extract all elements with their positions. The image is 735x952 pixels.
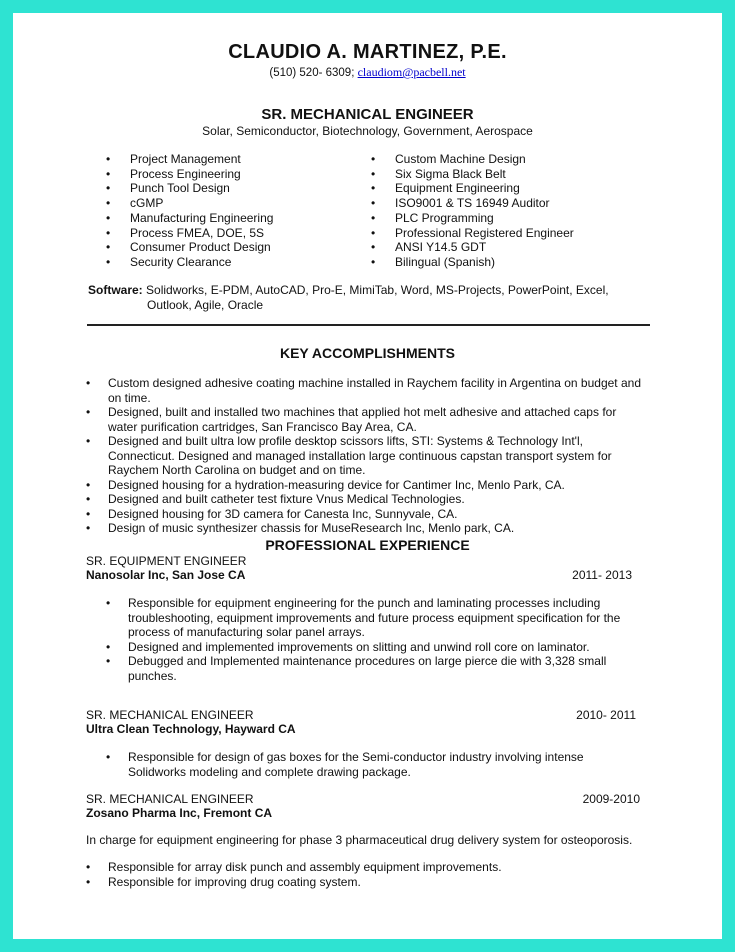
- experience-heading: PROFESSIONAL EXPERIENCE: [265, 537, 470, 553]
- accomplishment-item: • Designed and built catheter test fixture Vnus Medical Technologies.: [86, 492, 646, 507]
- accomplishments-heading: KEY ACCOMPLISHMENTS: [279, 345, 455, 361]
- contact-line: [13, 65, 722, 80]
- job-title: SR. MECHANICAL ENGINEER: [86, 792, 254, 806]
- job-duty-item: • Responsible for improving drug coating system.: [86, 875, 636, 890]
- accomplishment-item: • Designed and built ultra low profile desktop scissors lifts, STI: Systems & Technology Int'l, Connecticut. Designed and managed installation large continuous capstan transport system for Raychem North Carolina on budget and on time.: [86, 434, 646, 478]
- skill-item: • cGMP: [106, 196, 273, 211]
- job-dates: 2011- 2013: [572, 568, 632, 582]
- job-duty-item: • Responsible for design of gas boxes for the Semi-conductor industry involving intense Solidworks modeling and complete drawing package.: [106, 750, 636, 779]
- skill-item: • PLC Programming: [371, 211, 574, 226]
- skill-item: • Security Clearance: [106, 255, 273, 270]
- skill-item: • Custom Machine Design: [371, 152, 574, 167]
- job-company: Ultra Clean Technology, Hayward CA: [86, 722, 296, 736]
- skill-item: • Professional Registered Engineer: [371, 226, 574, 241]
- accomplishment-item: • Custom designed adhesive coating machine installed in Raychem facility in Argentina on budget and on time.: [86, 376, 646, 405]
- job-duties-list: [86, 860, 636, 889]
- accomplishment-item: • Designed housing for 3D camera for Canesta Inc, Sunnyvale, CA.: [86, 507, 646, 522]
- candidate-name: CLAUDIO A. MARTINEZ, P.E.: [228, 41, 507, 63]
- job-duties-list: [106, 596, 636, 683]
- skill-item: • ISO9001 & TS 16949 Auditor: [371, 196, 574, 211]
- skills-list-right: [371, 152, 574, 270]
- skill-item: • Process FMEA, DOE, 5S: [106, 226, 273, 241]
- skills-list-left: [106, 152, 273, 270]
- accomplishments-list: [86, 376, 646, 536]
- job-title: SR. EQUIPMENT ENGINEER: [86, 554, 247, 568]
- job-duty-item: • Debugged and Implemented maintenance procedures on large pierce die with 3,328 small punches.: [106, 654, 636, 683]
- job-duty-item: • Responsible for array disk punch and assembly equipment improvements.: [86, 860, 636, 875]
- job-title-heading: SR. MECHANICAL ENGINEER: [261, 106, 474, 123]
- job-duty-item: • Responsible for equipment engineering for the punch and laminating processes including troubleshooting, equipment improvements and future process equipment specification for the process of manufacturing solar panel arrays.: [106, 596, 636, 640]
- job-title: SR. MECHANICAL ENGINEER: [86, 708, 254, 722]
- software-section: [88, 283, 648, 313]
- accomplishment-item: • Designed, built and installed two machines that applied hot melt adhesive and attached caps for water purification cartridges, San Francisco Bay Area, CA.: [86, 405, 646, 434]
- skill-item: • Manufacturing Engineering: [106, 211, 273, 226]
- skill-item: • ANSI Y14.5 GDT: [371, 240, 574, 255]
- job-duties-list: [106, 750, 636, 779]
- software-list-line2: Outlook, Agile, Oracle: [147, 298, 264, 312]
- job-company: Zosano Pharma Inc, Fremont CA: [86, 806, 273, 820]
- skill-item: • Equipment Engineering: [371, 181, 574, 196]
- accomplishment-item: • Designed housing for a hydration-measuring device for Cantimer Inc, Menlo Park, CA.: [86, 478, 646, 493]
- accomplishment-item: • Design of music synthesizer chassis for MuseResearch Inc, Menlo park, CA.: [86, 521, 646, 536]
- skill-item: • Consumer Product Design: [106, 240, 273, 255]
- resume-page: [13, 13, 722, 939]
- job-company: Nanosolar Inc, San Jose CA: [86, 568, 246, 582]
- skill-item: • Project Management: [106, 152, 273, 167]
- email-link[interactable]: claudiom@pacbell.net: [357, 65, 466, 79]
- skill-item: • Process Engineering: [106, 167, 273, 182]
- skill-item: • Six Sigma Black Belt: [371, 167, 574, 182]
- software-label: Software:: [88, 283, 143, 297]
- section-divider: [87, 324, 650, 326]
- job-duty-item: • Designed and implemented improvements on slitting and unwind roll core on laminator.: [106, 640, 636, 655]
- job-summary: In charge for equipment engineering for phase 3 pharmaceutical drug delivery system for osteoporosis.: [86, 833, 633, 847]
- software-list-line1: Solidworks, E-PDM, AutoCAD, Pro-E, MimiTab, Word, MS-Projects, PowerPoint, Excel,: [146, 283, 609, 297]
- industries-line: Solar, Semiconductor, Biotechnology, Government, Aerospace: [202, 124, 533, 138]
- skill-item: • Bilingual (Spanish): [371, 255, 574, 270]
- job-dates: 2009-2010: [582, 792, 640, 806]
- job-dates: 2010- 2011: [576, 708, 636, 722]
- phone-number: (510) 520- 6309;: [269, 67, 355, 79]
- skill-item: • Punch Tool Design: [106, 181, 273, 196]
